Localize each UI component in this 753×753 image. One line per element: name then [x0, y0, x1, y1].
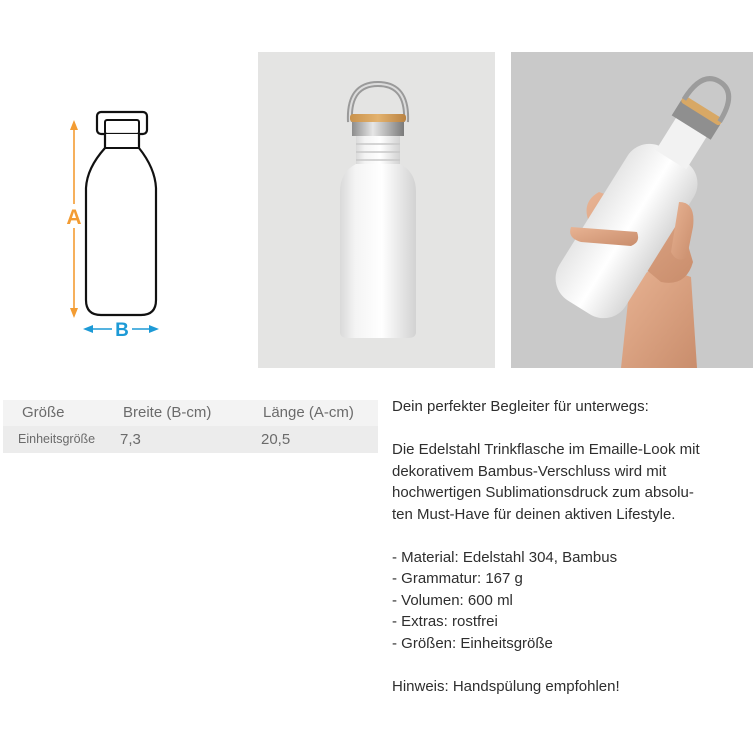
size-table-header	[3, 400, 378, 426]
row-length: 20,5	[261, 431, 291, 448]
body-line: ten Must-Have für deinen aktiven Lifestyle.	[392, 505, 676, 523]
spec-extras: - Extras: rostfrei	[392, 613, 498, 630]
table-row	[3, 426, 378, 453]
spec-volume: - Volumen: 600 ml	[392, 591, 513, 609]
product-photo-studio[interactable]	[258, 52, 495, 368]
bottle-dimension-diagram	[55, 100, 175, 350]
row-width: 7,3	[120, 431, 141, 448]
size-table	[3, 400, 378, 453]
diagram-bottle-body	[86, 134, 156, 315]
description-intro: Dein perfekter Begleiter für unterwegs:	[392, 398, 649, 415]
spec-sizes: - Größen: Einheitsgröße	[392, 634, 553, 652]
spec-list	[392, 547, 732, 655]
row-size: Einheitsgröße	[18, 432, 96, 446]
header-length: Länge (A-cm)	[263, 404, 354, 421]
body-line: dekorativem Bambus-Verschluss wird mit	[392, 462, 667, 480]
header-size: Größe	[22, 404, 65, 421]
dimension-a-label: A	[66, 206, 82, 229]
product-photo-hand[interactable]	[511, 52, 753, 368]
spec-weight: - Grammatur: 167 g	[392, 570, 523, 587]
hand-bottle-illustration	[511, 52, 753, 368]
spec-material: - Material: Edelstahl 304, Bambus	[392, 548, 618, 566]
bottle-illustration	[258, 52, 495, 368]
care-note: Hinweis: Handspülung empfohlen!	[392, 677, 620, 695]
body-line: Die Edelstahl Trinkflasche im Emaille-Look mit	[392, 441, 700, 458]
product-description	[392, 396, 732, 719]
description-body	[392, 439, 732, 525]
body-line: hochwertigen Sublimationsdruck zum absolu-	[392, 484, 694, 501]
dimension-b-label: B	[115, 320, 129, 341]
header-width: Breite (B-cm)	[123, 404, 212, 421]
